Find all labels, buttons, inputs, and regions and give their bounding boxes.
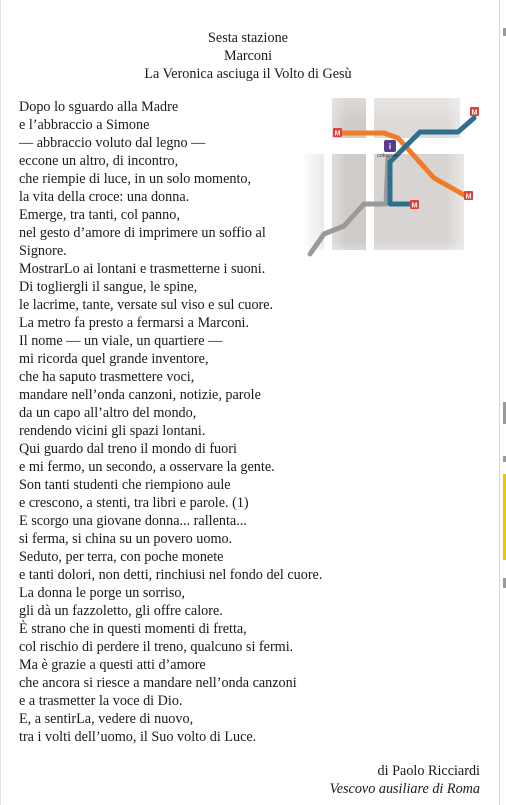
- station-title: Sesta stazione: [208, 30, 288, 46]
- poem-line: che ha saputo trasmettere voci,: [19, 369, 195, 385]
- poem-line: MostrarLo ai lontani e trasmetterne i suoni.: [19, 261, 266, 277]
- poem-line: E, a sentirLa, vedere di nuovo,: [19, 711, 194, 727]
- poem-line: e crescono, a stenti, tra libri e parole. (1): [19, 495, 249, 511]
- poem-line: Di togliergli il sangue, le spine,: [19, 279, 198, 295]
- poem-line: rendendo vicini gli spazi lontani.: [19, 423, 206, 439]
- svg-text:M: M: [465, 193, 472, 201]
- station-subtitle: La Veronica asciuga il Volto di Gesù: [144, 66, 352, 82]
- poem-line: mandare nell’onda canzoni, notizie, parole: [19, 387, 261, 403]
- poem-line: da un capo all’altro del mondo,: [19, 405, 197, 421]
- svg-text:i: i: [388, 142, 392, 151]
- poem-line: le lacrime, tante, versate sul viso e sul cuore.: [19, 297, 274, 313]
- poem-line: mi ricorda quel grande inventore,: [19, 351, 209, 367]
- station-badge-icon: [384, 140, 396, 152]
- poem-line: gli dà un fazzoletto, gli offre calore.: [19, 603, 223, 619]
- poem-line: tra i volti dell’uomo, il Suo volto di Luce.: [19, 729, 257, 745]
- author-name: di Paolo Ricciardi: [377, 763, 480, 779]
- poem-line: Son tanti studenti che riempiono aule: [19, 477, 231, 493]
- metro-marker-icon: [410, 200, 419, 210]
- poem-line: col rischio di perdere il treno, qualcuno si fermi.: [19, 639, 294, 655]
- poem-line: eccone un altro, di incontro,: [19, 153, 179, 169]
- poem-line: Dopo lo sguardo alla Madre: [19, 99, 179, 115]
- poem-line: È strano che in questi momenti di fretta,: [19, 621, 247, 637]
- page-left-edge: [0, 0, 1, 805]
- station-place: Marconi: [223, 48, 273, 64]
- metro-marker-icon: [470, 107, 479, 117]
- poem-line: Seduto, per terra, con poche monete: [19, 549, 224, 565]
- poem-line: si ferma, si china su un povero uomo.: [19, 531, 233, 547]
- poem-line: che riempie di luce, in un solo momento,: [19, 171, 252, 187]
- poem-line: nel gesto d’amore di imprimere un soffio al: [19, 225, 266, 241]
- poem-line: Ma è grazie a questi atti d’amore: [19, 657, 206, 673]
- poem-line: e tanti dolori, non detti, rinchiusi nel fondo del cuore.: [19, 567, 323, 583]
- station-label: colosseo: [377, 153, 399, 159]
- next-page-sliver: [500, 0, 506, 805]
- station-header: [0, 29, 496, 83]
- poem-line: E scorgo una giovane donna... rallenta...: [19, 513, 247, 529]
- svg-text:M: M: [471, 109, 478, 117]
- poem-body: [19, 98, 359, 746]
- svg-text:M: M: [334, 130, 341, 138]
- poem-line: la vita della croce: una donna.: [19, 189, 190, 205]
- poem-line: Signore.: [19, 243, 67, 259]
- poem-line: e a trasmetter la voce di Dio.: [19, 693, 183, 709]
- author-role: Vescovo ausiliare di Roma: [329, 781, 480, 797]
- poem-line: Il nome — un viale, un quartiere —: [19, 333, 223, 349]
- signature-block: [330, 762, 480, 798]
- poem-line: La donna le porge un sorriso,: [19, 585, 186, 601]
- poem-line: e mi fermo, un secondo, a osservare la gente.: [19, 459, 275, 475]
- poem-line: che ancora si riesce a mandare nell’onda canzoni: [19, 675, 297, 691]
- poem-line: Emerge, tra tanti, col panno,: [19, 207, 180, 223]
- svg-text:M: M: [411, 202, 418, 210]
- poem-line: e l’abbraccio a Simone: [19, 117, 150, 133]
- poem-line: La metro fa presto a fermarsi a Marconi.: [19, 315, 250, 331]
- poem-line: — abbraccio voluto dal legno —: [19, 135, 206, 151]
- poem-line: Qui guardo dal treno il mondo di fuori: [19, 441, 237, 457]
- metro-marker-icon: [464, 191, 473, 201]
